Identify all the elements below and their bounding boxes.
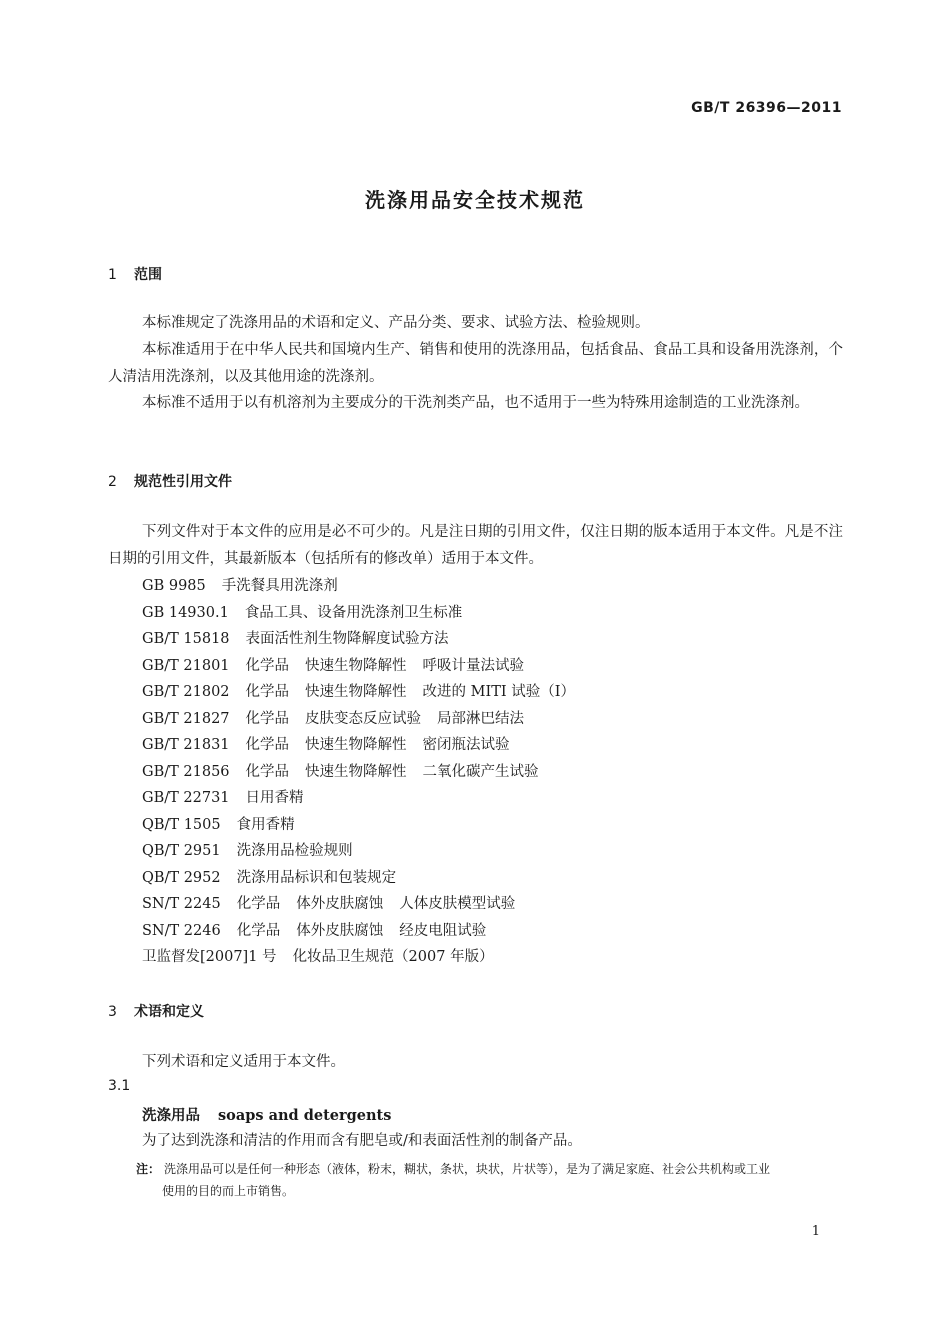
- reference-code: GB 9985: [142, 578, 206, 594]
- reference-item: [142, 679, 591, 706]
- reference-title: [237, 817, 311, 833]
- reference-code: GB/T 22731: [142, 790, 230, 806]
- reference-item: [142, 838, 591, 865]
- reference-list: [142, 573, 591, 971]
- section-number: 2: [108, 474, 117, 490]
- reference-item: [142, 918, 591, 945]
- reference-title-segment: 化学品: [245, 763, 290, 780]
- reference-code: GB/T 15818: [142, 631, 230, 647]
- section-title: 术语和定义: [134, 1004, 204, 1020]
- reference-title-segment: 日用香精: [245, 790, 304, 806]
- reference-item: [142, 785, 591, 812]
- section-heading-scope: [108, 264, 162, 284]
- reference-title-segment: 皮肤变态反应试验: [305, 710, 422, 727]
- reference-title-segment: 经皮电阻试验: [399, 922, 487, 939]
- reference-item: [142, 891, 591, 918]
- note-label: 注：: [136, 1162, 161, 1176]
- reference-code: SN/T 2246: [142, 922, 221, 939]
- reference-title-segment: 呼吸计量法试验: [422, 657, 525, 674]
- reference-title: [237, 843, 369, 859]
- reference-title: [245, 605, 479, 621]
- scope-paragraph-3: 本标准不适用于以有机溶剂为主要成分的干洗剂类产品，也不适用于一些为特殊用途制造的工业洗涤剂。: [142, 395, 809, 411]
- reference-title-segment: 化学品: [245, 710, 290, 727]
- reference-title-segment: 体外皮肤腐蚀: [296, 922, 384, 939]
- reference-title-segment: 化学品: [245, 657, 290, 674]
- reference-item: [142, 759, 591, 786]
- reference-item: [142, 812, 591, 839]
- reference-title-segment: 快速生物降解性: [305, 684, 407, 700]
- note-text-line-2: 使用的目的而上市销售。: [162, 1184, 295, 1198]
- reference-title: [222, 578, 354, 594]
- reference-title-segment: 快速生物降解性: [305, 763, 407, 780]
- term-number: 3.1: [108, 1078, 131, 1094]
- section-heading-terms: [108, 1001, 204, 1021]
- reference-item: [142, 944, 591, 971]
- reference-item: [142, 732, 591, 759]
- reference-title: [237, 923, 503, 939]
- reference-title-segment: 化妆品卫生规范（2007 年版）: [292, 949, 494, 965]
- document-title: 洗涤用品安全技术规范: [365, 188, 585, 212]
- reference-title-segment: 快速生物降解性: [305, 737, 407, 753]
- reference-title-segment: 局部淋巴结法: [437, 710, 525, 727]
- scope-paragraph-1: 本标准规定了洗涤用品的术语和定义、产品分类、要求、试验方法、检验规则。: [142, 315, 650, 331]
- reference-title-segment: 化学品: [245, 684, 290, 700]
- reference-title: [237, 870, 413, 886]
- reference-title-segment: 化学品: [245, 737, 290, 753]
- section-title: 规范性引用文件: [134, 474, 232, 490]
- term-definition: 为了达到洗涤和清洁的作用而含有肥皂或/和表面活性剂的制备产品。: [142, 1133, 582, 1149]
- reference-code: GB/T 21856: [142, 763, 230, 780]
- reference-code: GB/T 21827: [142, 710, 230, 727]
- reference-item: [142, 600, 591, 627]
- reference-title-segment: 洗涤用品标识和包装规定: [236, 869, 397, 886]
- reference-title: [246, 684, 591, 700]
- reference-code: 卫监督发[2007]1 号: [142, 949, 277, 965]
- references-intro: 下列文件对于本文件的应用是必不可少的。凡是注日期的引用文件，仅注日期的版本适用于本文件。凡是不注日期的引用文件，其最新版本（包括所有的修改单）适用于本文件。: [108, 524, 843, 567]
- section-heading-normative-references: [108, 471, 232, 491]
- reference-code: GB/T 21801: [142, 657, 230, 674]
- reference-item: [142, 706, 591, 733]
- section-number: 1: [108, 267, 117, 283]
- scope-paragraph-2: 本标准适用于在中华人民共和国境内生产、销售和使用的洗涤用品，包括食品、食品工具和设备用洗涤剂，个人清洁用洗涤剂，以及其他用途的洗涤剂。: [108, 342, 843, 385]
- reference-title: [237, 896, 532, 912]
- reference-title-segment: 食用香精: [236, 816, 295, 833]
- reference-code: GB/T 21802: [142, 684, 230, 700]
- reference-title-segment: 密闭瓶法试验: [422, 737, 510, 753]
- reference-code: QB/T 1505: [142, 816, 221, 833]
- term-entry: [142, 1104, 391, 1125]
- reference-item: [142, 573, 591, 600]
- reference-title-segment: 人体皮肤模型试验: [399, 896, 516, 912]
- section-number: 3: [108, 1004, 117, 1020]
- reference-title: [246, 737, 526, 753]
- reference-code: QB/T 2952: [142, 869, 221, 886]
- reference-title-segment: 洗涤用品检验规则: [236, 843, 353, 859]
- term-note: [136, 1158, 844, 1202]
- reference-title-segment: 二氧化碳产生试验: [422, 763, 539, 780]
- reference-title-segment: 表面活性剂生物降解度试验方法: [245, 631, 449, 647]
- reference-title-segment: 化学品: [236, 922, 281, 939]
- term-chinese: 洗涤用品: [142, 1108, 200, 1124]
- reference-code: SN/T 2245: [142, 896, 221, 912]
- reference-title-segment: 快速生物降解性: [305, 657, 407, 674]
- reference-item: [142, 865, 591, 892]
- reference-code: QB/T 2951: [142, 843, 221, 859]
- reference-title-segment: 化学品: [236, 896, 281, 912]
- reference-title-segment: 改进的 MITI 试验（I）: [422, 684, 575, 700]
- reference-item: [142, 626, 591, 653]
- reference-title: [246, 764, 555, 780]
- note-text-line-1: 洗涤用品可以是任何一种形态（液体，粉末，糊状，条状，块状，片状等），是为了满足家庭、社会公共机构或工业: [164, 1162, 771, 1176]
- reference-title: [246, 711, 541, 727]
- reference-title: [293, 949, 510, 965]
- reference-title-segment: 食品工具、设备用洗涤剂卫生标准: [244, 604, 463, 621]
- terms-intro: 下列术语和定义适用于本文件。: [142, 1054, 345, 1070]
- reference-item: [142, 653, 591, 680]
- term-english: soaps and detergents: [218, 1107, 392, 1124]
- reference-title-segment: 体外皮肤腐蚀: [296, 896, 384, 912]
- reference-code: GB/T 21831: [142, 737, 230, 753]
- reference-title: [246, 790, 320, 806]
- reference-title-segment: 手洗餐具用洗涤剂: [221, 578, 338, 594]
- standard-code: GB/T 26396—2011: [691, 100, 842, 116]
- section-title: 范围: [134, 267, 162, 283]
- page-number: 1: [811, 1224, 820, 1239]
- reference-code: GB 14930.1: [142, 604, 229, 621]
- reference-title: [246, 631, 465, 647]
- reference-title: [246, 658, 541, 674]
